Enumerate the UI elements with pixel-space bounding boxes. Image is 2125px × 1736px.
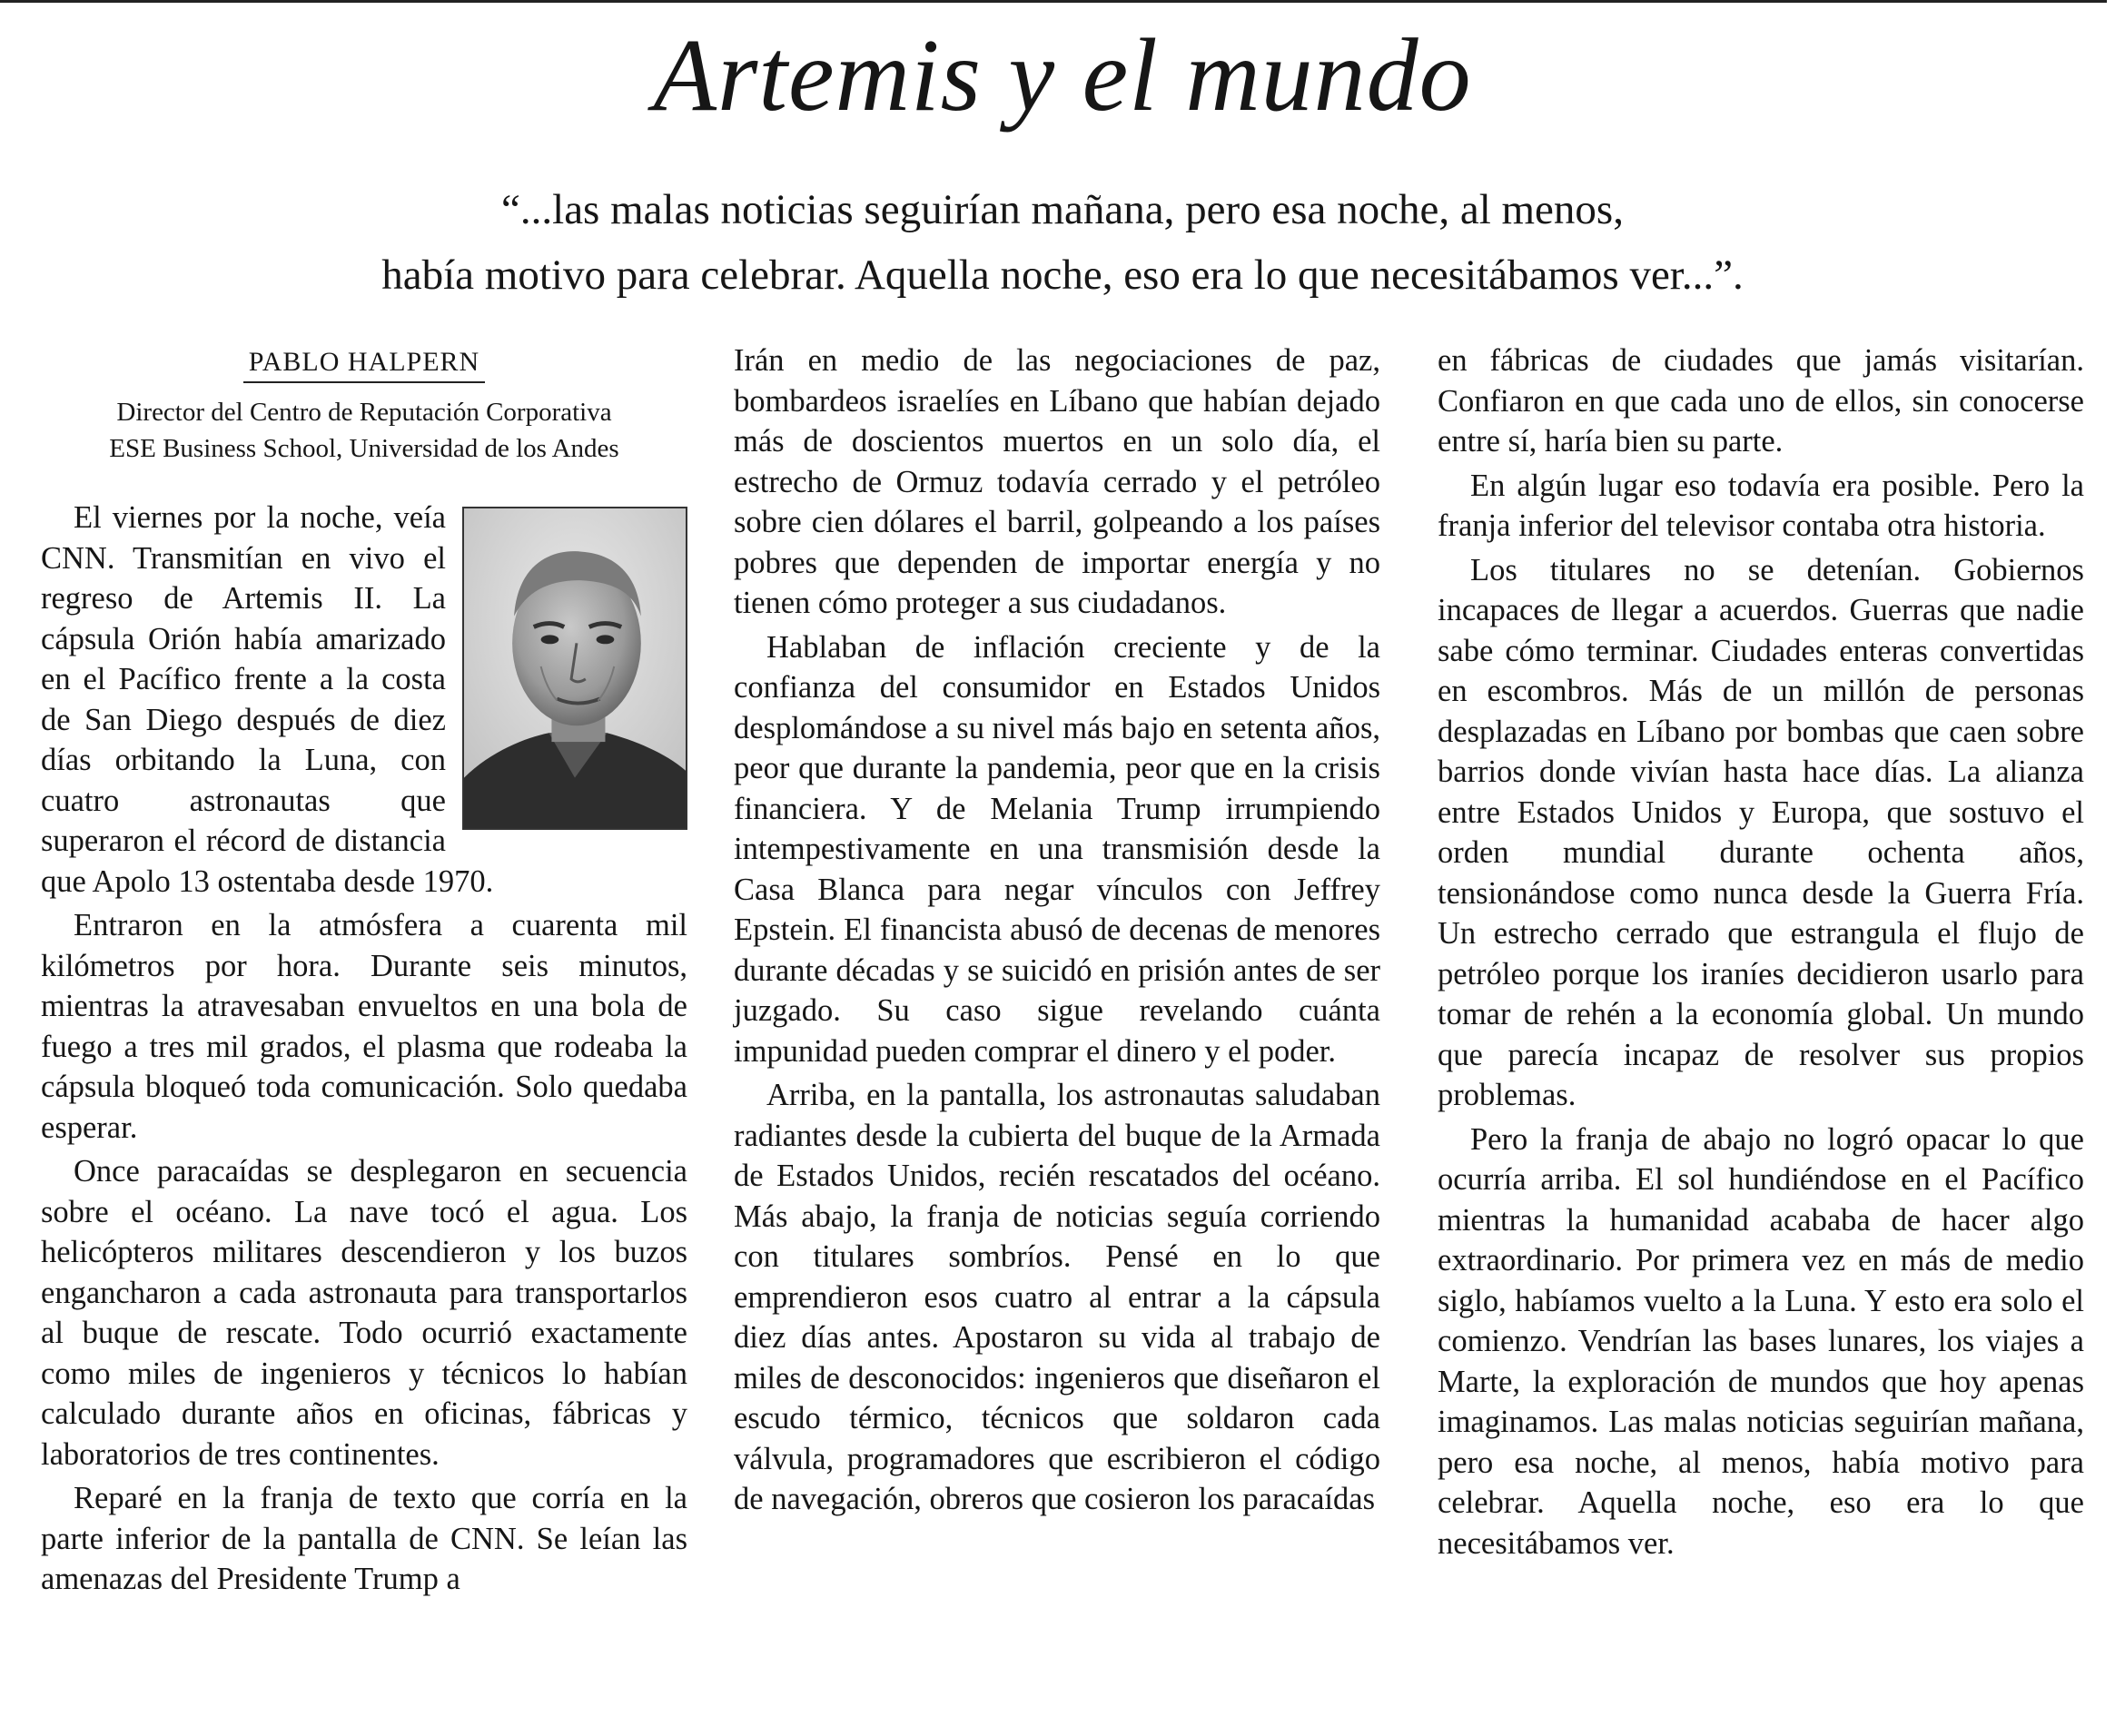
author-name: PABLO HALPERN	[243, 343, 485, 383]
paragraph-4: Reparé en la franja de texto que corría en la parte inferior de la pantalla de CNN. Se leían las amenazas del Presidente Trump a	[41, 1481, 687, 1596]
portrait-image	[464, 508, 686, 828]
paragraph-8: Los titulares no se detenían. Gobiernos incapaces de llegar a acuerdos. Guerras que nadie sabe cómo terminar. Ciudades enteras convertidas en escombros. Más de un millón de personas desplazadas en Líbano por bombas que caen sobre barrios donde vivían hasta hace días. La alianza entre Estados Unidos y Europa, que sostuvo el orden mundial durante ochenta años, tensionándose como nunca desde la Guerra Fría. Un estrecho cerrado que estrangula el flujo de petróleo porque los iraníes decidieron usarlo para tomar de rehén a la economía global. Un mundo que parecía incapaz de resolver sus propios problemas.	[1438, 552, 2084, 1112]
column-2	[734, 340, 1380, 1520]
column-3	[1438, 340, 2084, 1563]
paragraph-6: Arriba, en la pantalla, los astronautas saludaban radiantes desde la cubierta del buque de la Armada de Estados Unidos, recién rescatados del océano. Más abajo, la franja de noticias seguía corriendo con titulares sombríos. Pensé en lo que emprendieron esos cuatro al entrar a la cápsula diez días antes. Apostaron su vida al trabajo de miles de desconocidos: ingenieros que diseñaron el escudo térmico, técnicos que soldaron cada válvula, programadores que escribieron el código de navegación, obreros que cosieron los paracaídas	[734, 1078, 1380, 1516]
paragraph-7: En algún lugar eso todavía era posible. Pero la franja inferior del televisor contaba otra historia.	[1438, 468, 2084, 543]
author-affiliation-2: ESE Business School, Universidad de los Andes	[109, 434, 619, 463]
author-affiliation-1: Director del Centro de Reputación Corporativa	[116, 398, 612, 427]
author-photo	[462, 507, 687, 830]
article-title: Artemis y el mundo	[653, 17, 1472, 133]
paragraph-6-continued: en fábricas de ciudades que jamás visitarían. Confiaron en que cada uno de ellos, sin conocerse entre sí, haría bien su parte.	[1438, 343, 2084, 459]
paragraph-2: Entraron en la atmósfera a cuarenta mil kilómetros por hora. Durante seis minutos, mientras la atravesaban envueltos en una bola de fuego a tres mil grados, el plasma que rodeaba la cápsula bloqueó toda comunicación. Solo quedaba esperar.	[41, 908, 687, 1145]
pull-quote-line-2: había motivo para celebrar. Aquella noche, eso era lo que necesitábamos ver...”.	[381, 252, 1744, 299]
byline	[41, 340, 687, 467]
pull-quote	[0, 177, 2125, 308]
paragraph-3: Once paracaídas se desplegaron en secuencia sobre el océano. La nave tocó el agua. Los helicópteros militares descendieron y los buzos engancharon a cada astronauta para transportarlos al buque de rescate. Todo ocurrió exactamente como miles de ingenieros y técnicos lo habían calculado durante años en oficinas, fábricas y laboratorios de tres continentes.	[41, 1154, 687, 1472]
top-rule	[0, 0, 2107, 3]
column-1	[41, 340, 687, 1600]
paragraph-5: Hablaban de inflación creciente y de la confianza del consumidor en Estados Unidos desplomándose a su nivel más bajo en setenta años, peor que durante la pandemia, peor que en la crisis financiera. Y de Melania Trump irrumpiendo intempestivamente en una transmisión desde la Casa Blanca para negar vínculos con Jeffrey Epstein. El financista abusó de decenas de menores durante décadas y se suicidó en prisión antes de ser juzgado. Su caso sigue revelando cuánta impunidad pueden comprar el dinero y el poder.	[734, 629, 1380, 1069]
paragraph-1: El viernes por la noche, veía CNN. Transmitían en vivo el regreso de Artemis II. La cápsula Orión había amarizado en el Pacífico frente a la costa de San Diego después de diez días orbitando la Luna, con cuatro astronautas que superaron el récord de distancia que Apolo 13 ostentaba desde 1970.	[41, 498, 687, 902]
paragraph-4-continued: Irán en medio de las negociaciones de paz, bombardeos israelíes en Líbano que habían dejado más de doscientos muertos en un solo día, el estrecho de Ormuz todavía cerrado y el petróleo sobre cien dólares el barril, golpeando a los países pobres que dependen de importar energía y no tienen cómo proteger a sus ciudadanos.	[734, 343, 1380, 620]
paragraph-9: Pero la franja de abajo no logró opacar lo que ocurría arriba. El sol hundiéndose en el Pacífico mientras la humanidad acababa de hacer algo extraordinario. Por primera vez en más de medio siglo, habíamos vuelto a la Luna. Y esto era solo el comienzo. Vendrían las bases lunares, los viajes a Marte, la exploración de mundos que hoy apenas imaginamos. Las malas noticias seguirían mañana, pero esa noche, al menos, había motivo para celebrar. Aquella noche, eso era lo que necesitábamos ver.	[1438, 1121, 2084, 1561]
pull-quote-line-1: “...las malas noticias seguirían mañana, pero esa noche, al menos,	[501, 186, 1624, 233]
